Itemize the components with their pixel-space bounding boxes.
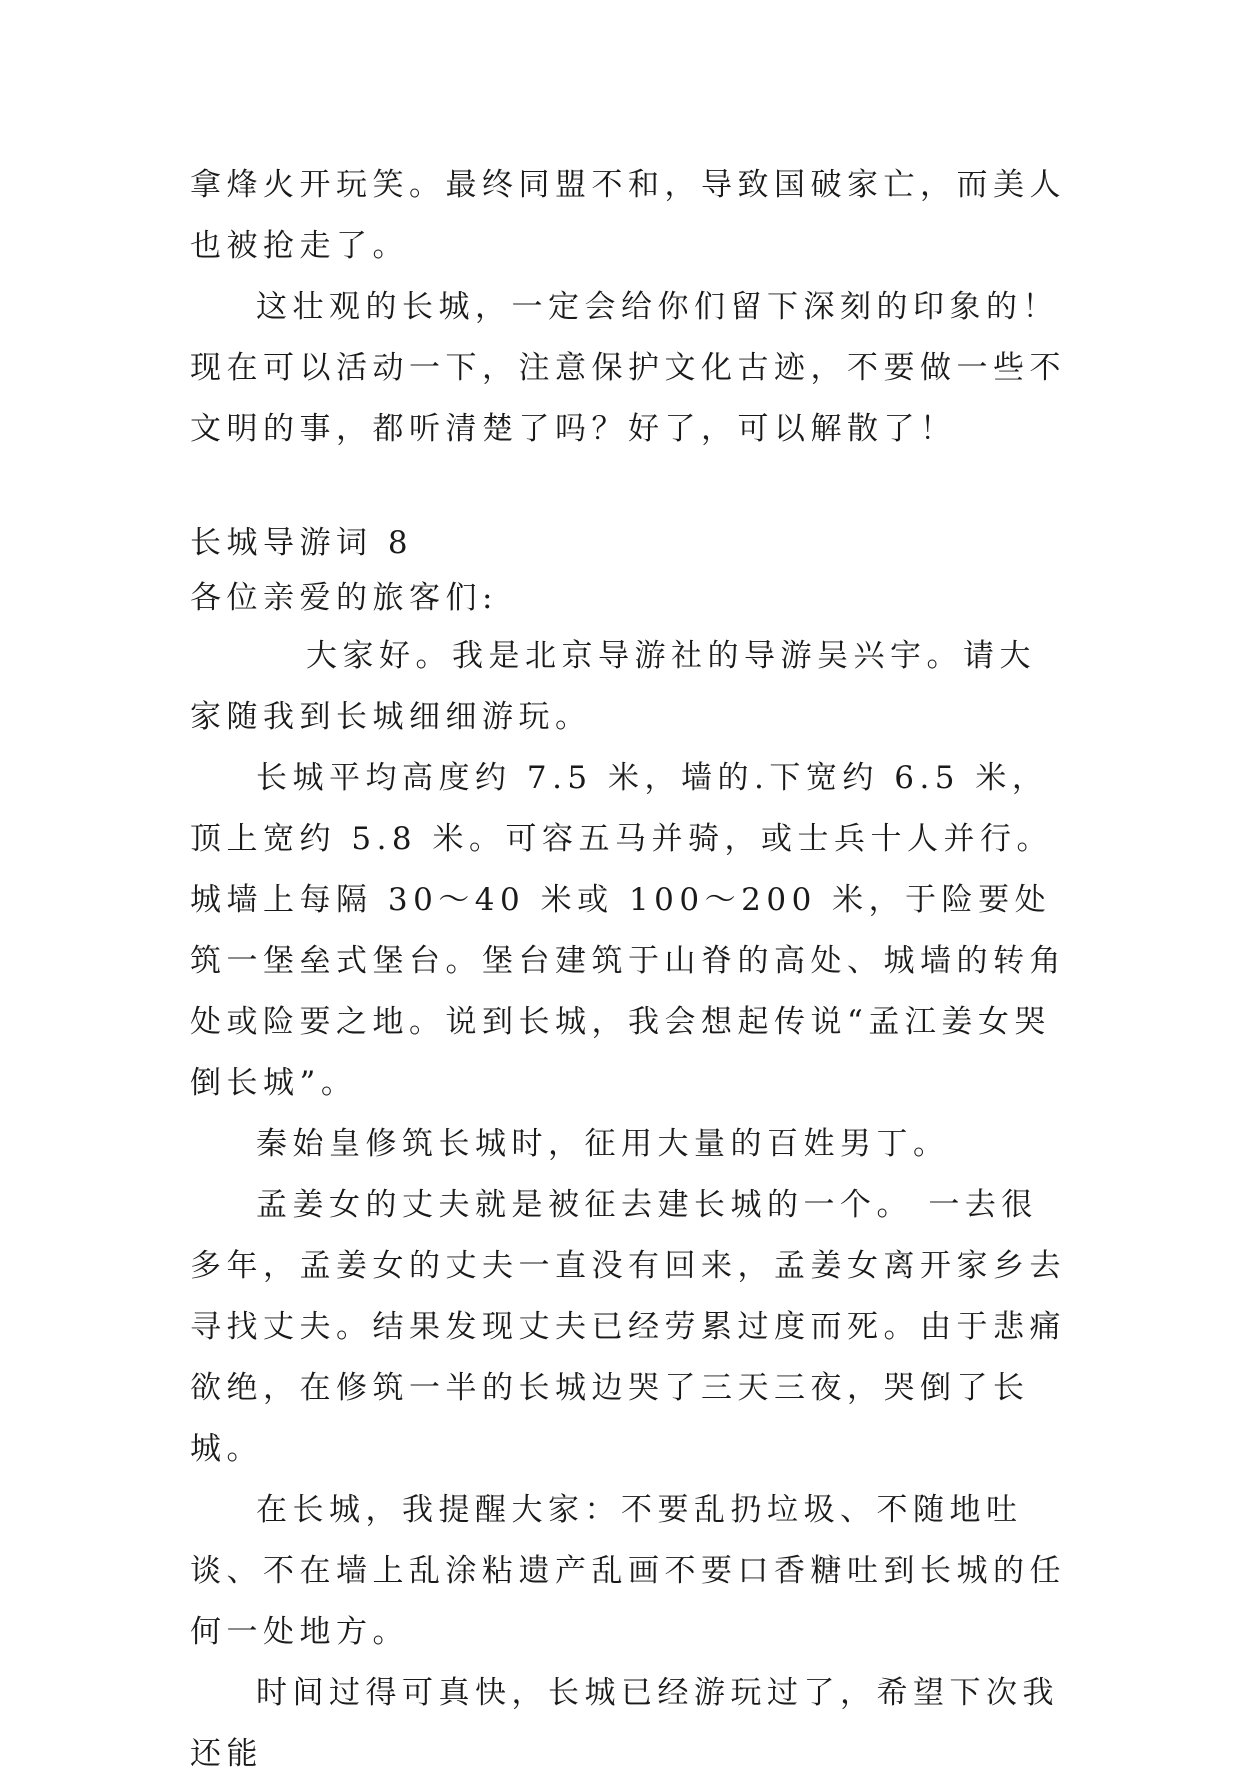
- paragraph-legend: 孟姜女的丈夫就是被征去建长城的一个。 一去很多年，孟姜女的丈夫一直没有回来，孟姜女离开家乡去寻找丈夫。结果发现丈夫已经劳累过度而死。由于悲痛欲绝，在修筑一半的长城边哭了三天三夜，哭倒了长城。: [190, 1187, 1066, 1467]
- section-title: 长城导游词 8: [190, 525, 414, 561]
- paragraph-intro: 大家好。我是北京导游社的导游吴兴宇。请大家随我到长城细细游玩。: [190, 638, 1036, 735]
- greeting-line: 各位亲爱的旅客们:: [190, 580, 498, 616]
- paragraph-qin: 秦始皇修筑长城时，征用大量的百姓男丁。: [256, 1126, 950, 1162]
- paragraph-closing: 这壮观的长城，一定会给你们留下深刻的印象的！现在可以活动一下，注意保护文化古迹，不要做一些不文明的事，都听清楚了吗？好了，可以解散了！: [190, 289, 1066, 447]
- paragraph-reminder: 在长城，我提醒大家：不要乱扔垃圾、不随地吐谈、不在墙上乱涂粘遗产乱画不要口香糖吐到长城的任何一处地方。: [190, 1492, 1066, 1650]
- paragraph-dimensions: 长城平均高度约 7.5 米，墙的.下宽约 6.5 米，顶上宽约 5.8 米。可容五马并骑，或士兵十人并行。城墙上每隔 30～40 米或 100～200 米，于险要处筑一堡垒式堡台。堡台建筑于山脊的高处、城墙的转角处或险要之地。说到长城，我会想起传说“孟江姜女哭倒长城”。: [190, 760, 1066, 1101]
- paragraph-continued: 拿烽火开玩笑。最终同盟不和，导致国破家亡，而美人也被抢走了。: [190, 167, 1066, 264]
- section-spacer: [190, 460, 1070, 516]
- document-body: [190, 155, 1070, 1785]
- paragraph-ending: 时间过得可真快，长城已经游玩过了，希望下次我还能: [190, 1675, 1059, 1772]
